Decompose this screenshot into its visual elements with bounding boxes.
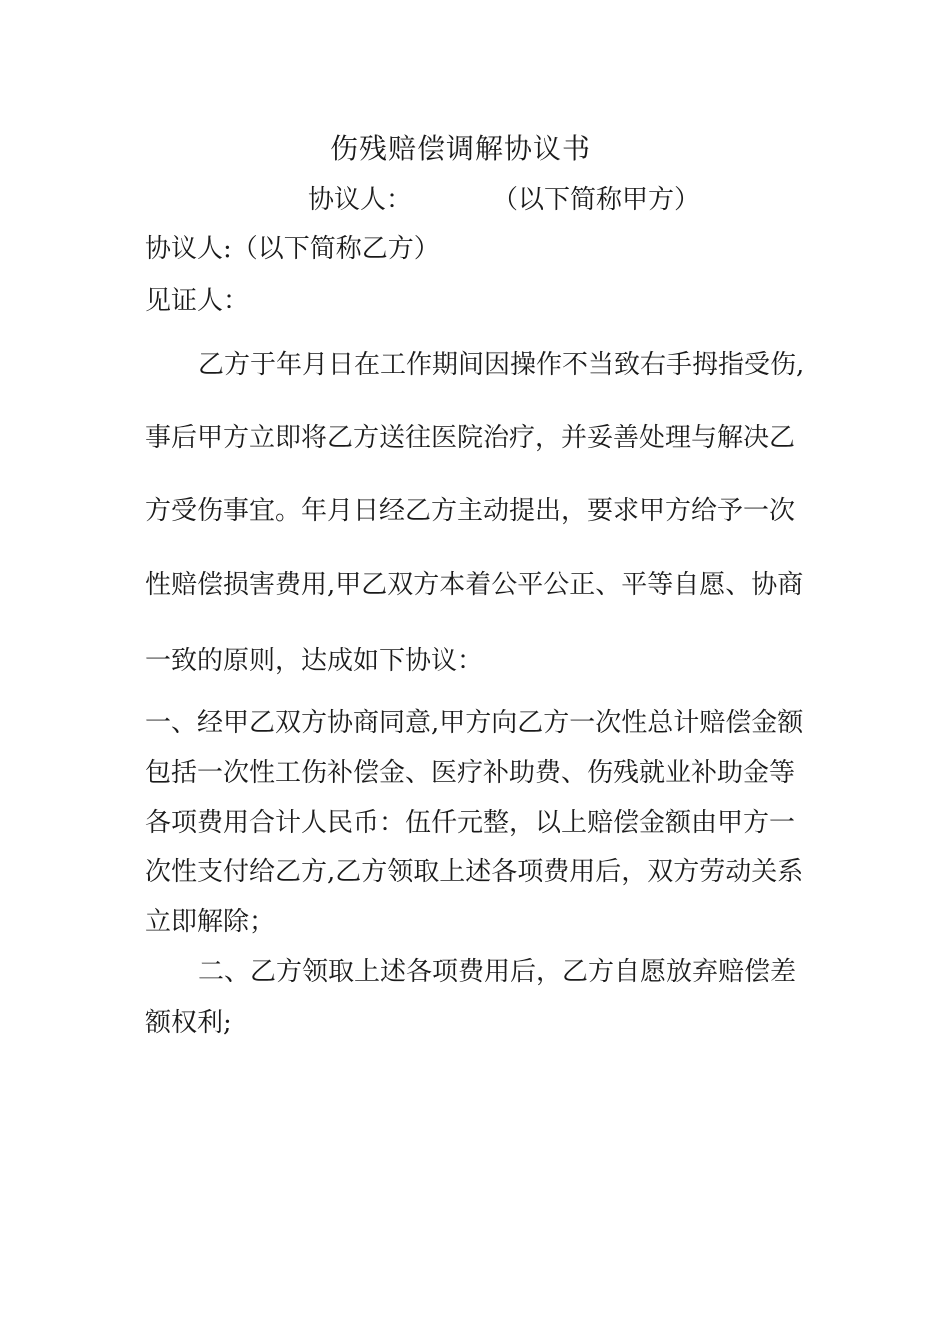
clause-2-line-2: 额权利; bbox=[145, 1008, 232, 1038]
intro-line-2: 事后甲方立即将乙方送往医院治疗，并妥善处理与解决乙 bbox=[145, 423, 796, 453]
clause-1-line-3: 各项费用合计人民币：伍仟元整，以上赔偿金额由甲方一 bbox=[145, 808, 796, 838]
party-a-note: （以下简称甲方） bbox=[492, 185, 701, 215]
party-a-label: 协议人： bbox=[308, 185, 413, 215]
document-title: 伤残赔偿调解协议书 bbox=[330, 132, 592, 165]
intro-line-5: 一致的原则，达成如下协议： bbox=[145, 646, 484, 676]
clause-1-line-4: 次性支付给乙方,乙方领取上述各项费用后，双方劳动关系 bbox=[145, 857, 804, 887]
intro-line-1-end: , bbox=[796, 350, 805, 380]
intro-line-1-start: 乙方于年月日在工作期间 bbox=[198, 350, 485, 380]
witness-line: 见证人： bbox=[145, 286, 250, 316]
clause-1-line-1: 一、经甲乙双方协商同意,甲方向乙方一次性总计赔偿金额 bbox=[145, 708, 804, 738]
party-b-line: 协议人:（以下简称乙方） bbox=[145, 234, 440, 264]
clause-2-line-1: 二、乙方领取上述各项费用后，乙方自愿放弃赔偿差 bbox=[198, 957, 797, 987]
clause-1-line-2: 包括一次性工伤补偿金、医疗补助费、伤残就业补助金等 bbox=[145, 758, 796, 788]
intro-line-1 bbox=[198, 350, 804, 380]
clause-1-line-5: 立即解除； bbox=[145, 907, 276, 937]
intro-line-4: 性赔偿损害费用,甲乙双方本着公平公正、平等自愿、协商 bbox=[145, 570, 804, 600]
intro-line-1-emphasis: 因操作不当致右手拇指受伤 bbox=[484, 350, 797, 380]
intro-line-3: 方受伤事宜。年月日经乙方主动提出，要求甲方给予一次 bbox=[145, 496, 796, 526]
